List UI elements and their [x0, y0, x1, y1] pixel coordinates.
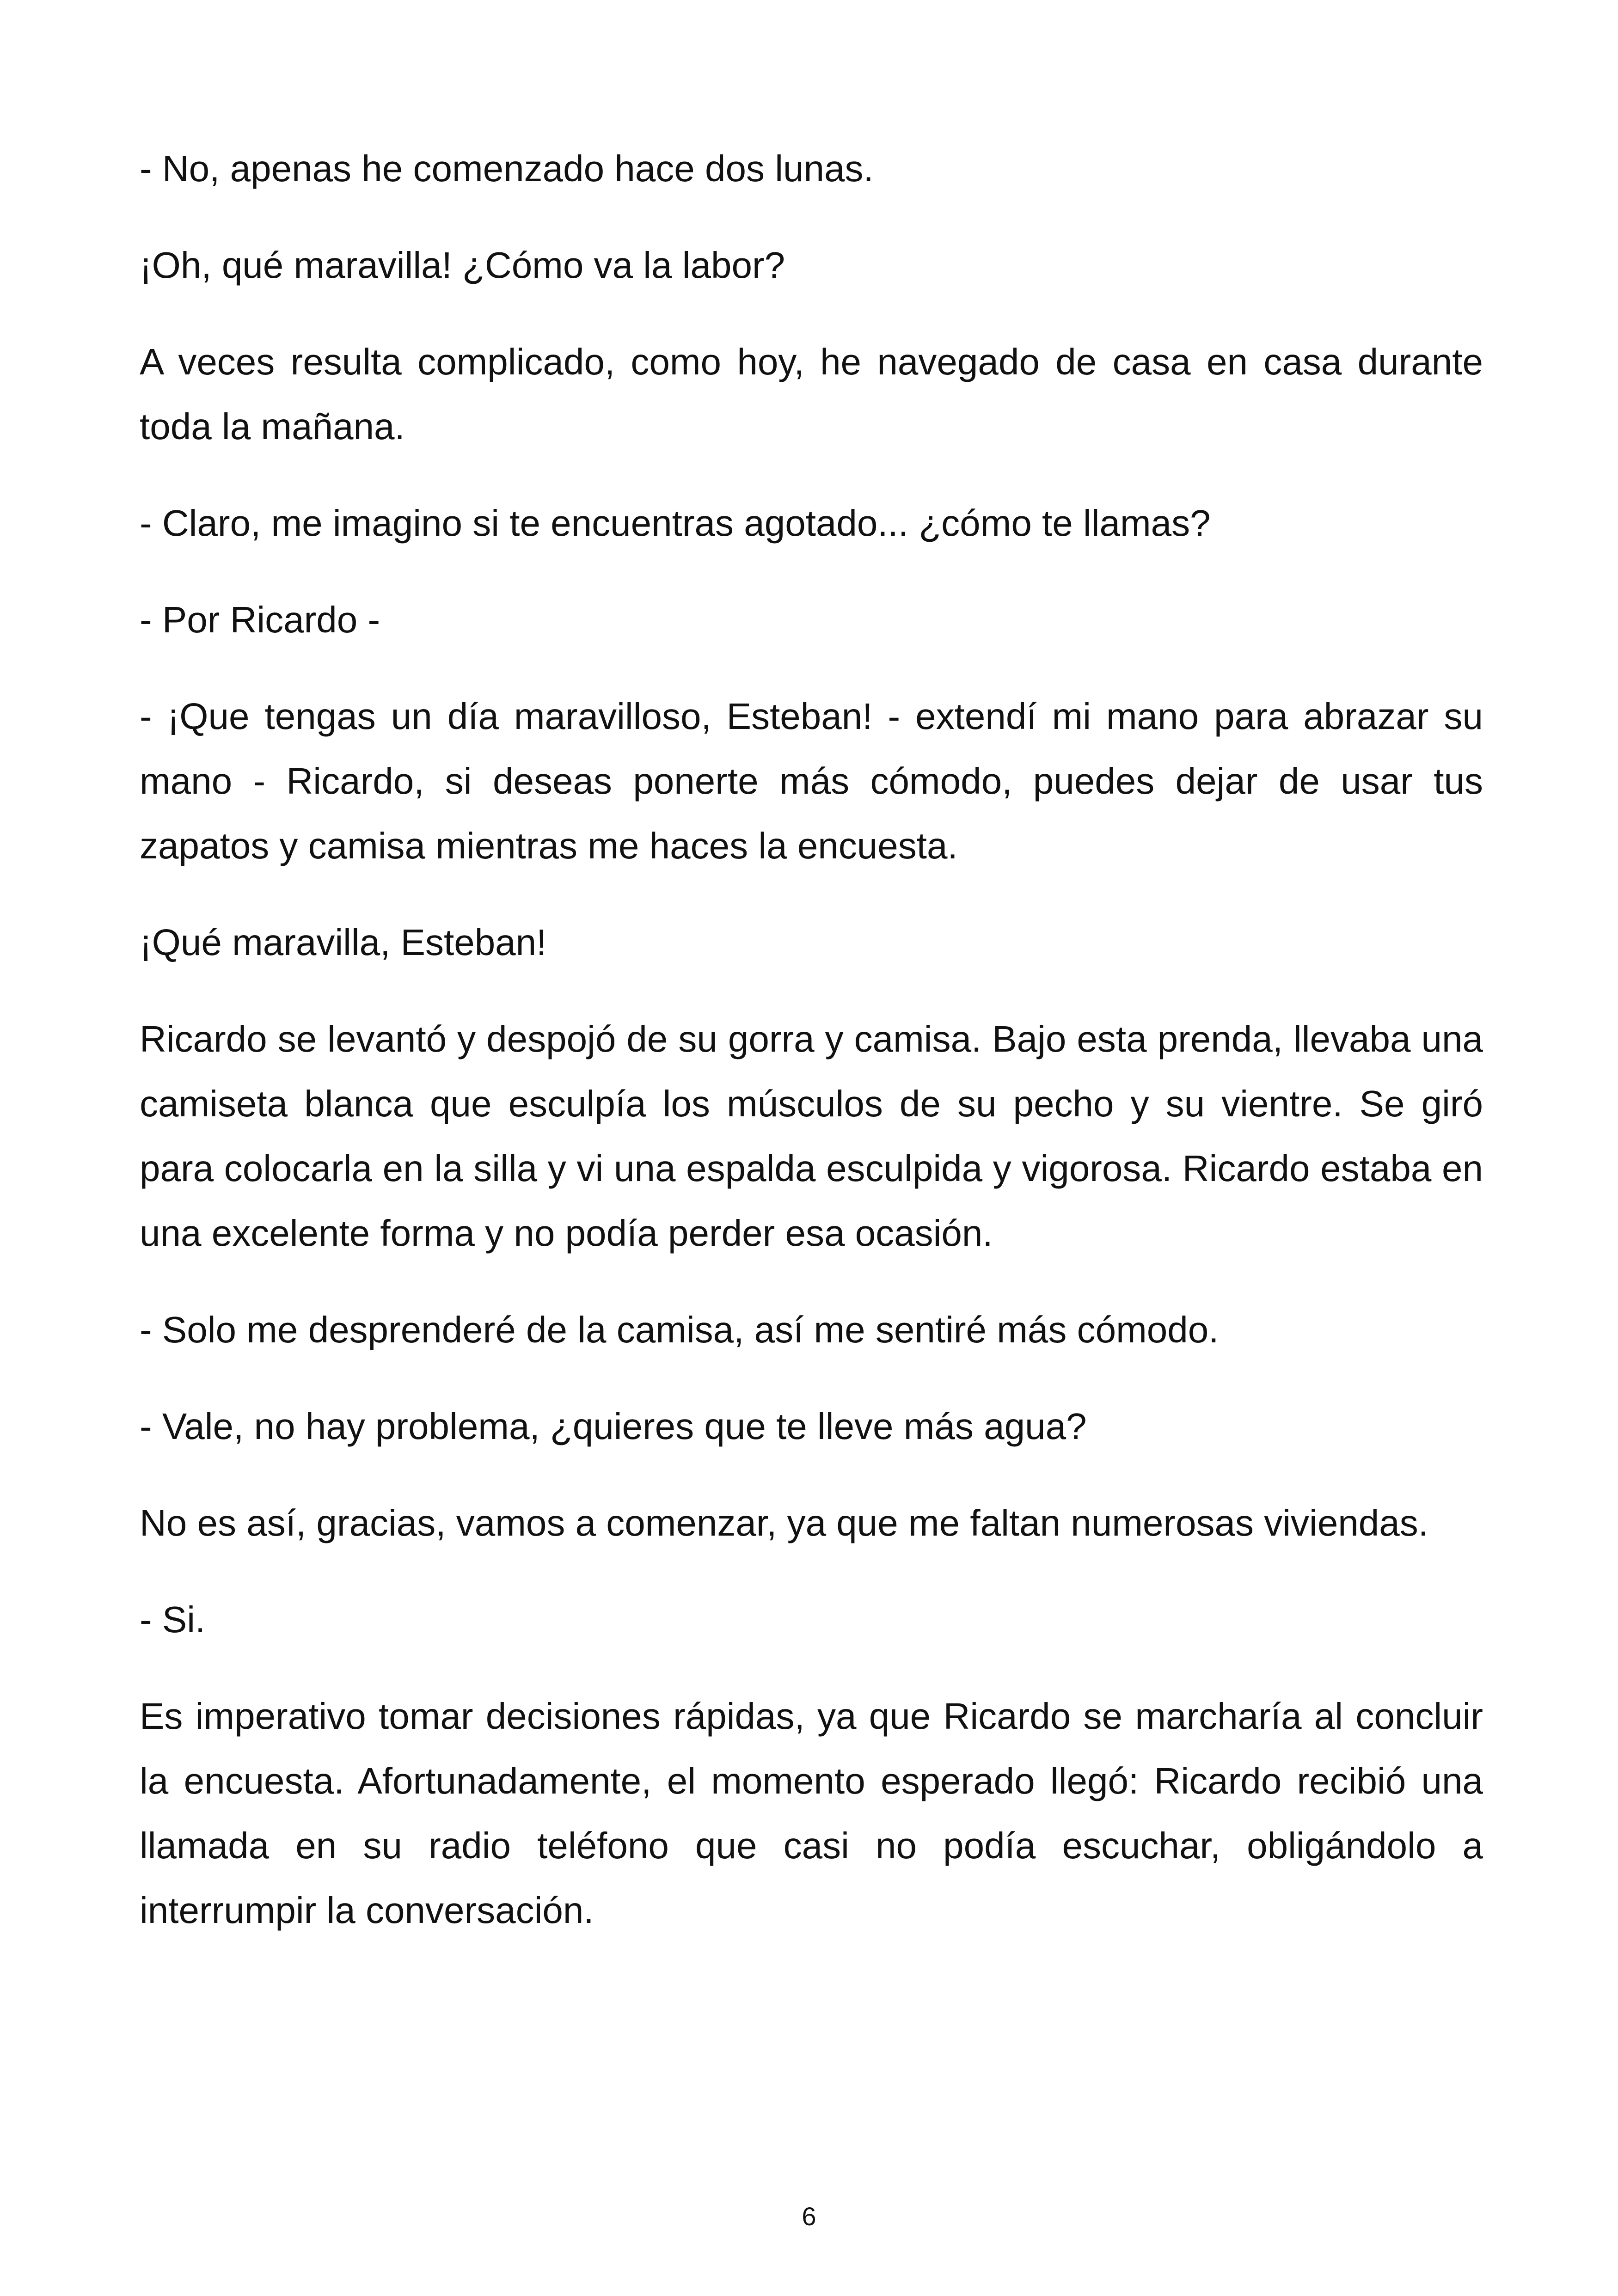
paragraph-12: - Si. [140, 1599, 206, 1640]
paragraph-3: A veces resulta complicado, como hoy, he navegado de casa en casa durante toda la mañana. [140, 341, 1483, 447]
paragraph-7: ¡Qué maravilla, Esteban! [140, 922, 547, 963]
paragraph-6: - ¡Que tengas un día maravilloso, Esteban! - extendí mi mano para abrazar su mano - Ricardo, si deseas ponerte más cómodo, puedes dejar de usar tus zapatos y camisa mientras me haces la encuesta. [140, 696, 1483, 866]
paragraph-13: Es imperativo tomar decisiones rápidas, ya que Ricardo se marcharía al concluir la encuesta. Afortunadamente, el momento esperado llegó: Ricardo recibió una llamada en su radio teléfono que casi no podía escuchar, obligándolo a interrumpir la conversación. [140, 1696, 1483, 1931]
paragraph-5: - Por Ricardo - [140, 599, 380, 640]
paragraph-9: - Solo me desprenderé de la camisa, así me sentiré más cómodo. [140, 1309, 1219, 1350]
paragraph-4: - Claro, me imagino si te encuentras agotado... ¿cómo te llamas? [140, 502, 1211, 544]
paragraph-1: - No, apenas he comenzado hace dos lunas. [140, 148, 874, 189]
body-text [140, 136, 1483, 1975]
paragraph-2: ¡Oh, qué maravilla! ¿Cómo va la labor? [140, 245, 785, 286]
page-number: 6 [802, 2202, 816, 2231]
paragraph-10: - Vale, no hay problema, ¿quieres que te lleve más agua? [140, 1406, 1087, 1447]
paragraph-8: Ricardo se levantó y despojó de su gorra y camisa. Bajo esta prenda, llevaba una camiseta blanca que esculpía los músculos de su pecho y su vientre. Se giró para colocarla en la silla y vi una espalda esculpida y vigorosa. Ricardo estaba en una excelente forma y no podía perder esa ocasión. [140, 1018, 1483, 1254]
paragraph-11: No es así, gracias, vamos a comenzar, ya que me faltan numerosas viviendas. [140, 1502, 1429, 1543]
